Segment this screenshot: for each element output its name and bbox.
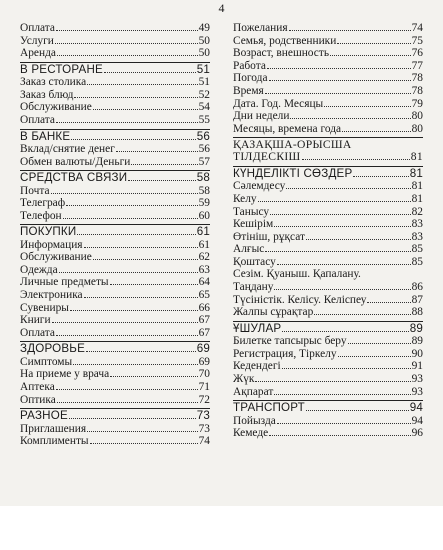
toc-leader-dots bbox=[274, 289, 410, 290]
toc-entry bbox=[20, 239, 210, 252]
toc-entry-text: Месяцы, времена года bbox=[233, 122, 342, 135]
toc-page-number: 69 bbox=[198, 355, 210, 368]
toc-entry bbox=[233, 360, 423, 373]
toc-leader-dots bbox=[131, 164, 197, 165]
toc-leader-dots bbox=[353, 176, 408, 177]
toc-entry bbox=[20, 197, 210, 210]
toc-leader-dots bbox=[265, 93, 411, 94]
toc-leader-dots bbox=[290, 118, 410, 119]
toc-entry bbox=[233, 72, 423, 85]
toc-entry-text: Таңдану bbox=[233, 281, 274, 294]
toc-entry bbox=[20, 356, 210, 369]
toc-leader-dots bbox=[348, 343, 411, 344]
toc-page-number: 87 bbox=[411, 293, 423, 306]
toc-entry-text: Личные предметы bbox=[20, 276, 109, 289]
toc-leader-dots bbox=[338, 356, 411, 357]
toc-section-heading bbox=[20, 170, 210, 184]
toc-entry bbox=[20, 89, 210, 102]
toc-entry bbox=[233, 60, 423, 73]
toc-leader-dots bbox=[90, 443, 198, 444]
toc-leader-dots bbox=[71, 139, 195, 140]
toc-leader-dots bbox=[70, 310, 198, 311]
toc-entry-text: Сезім. Қуаныш. Қапалану. bbox=[233, 268, 361, 281]
toc-page-number: 66 bbox=[198, 301, 210, 314]
toc-entry bbox=[20, 143, 210, 156]
toc-entry bbox=[20, 302, 210, 315]
toc-page-number: 52 bbox=[198, 88, 210, 101]
toc-leader-dots bbox=[270, 214, 411, 215]
toc-leader-dots bbox=[274, 226, 410, 227]
toc-section-heading bbox=[20, 129, 210, 143]
toc-entry bbox=[20, 210, 210, 223]
toc-leader-dots bbox=[93, 109, 198, 110]
toc-page-number: 71 bbox=[198, 381, 210, 394]
toc-entry-text: Приглашения bbox=[20, 422, 87, 435]
toc-entry-text: Келу bbox=[233, 192, 257, 205]
toc-leader-dots bbox=[93, 259, 198, 260]
toc-leader-dots bbox=[55, 43, 198, 44]
toc-leader-dots bbox=[265, 251, 410, 252]
toc-page-number: 61 bbox=[196, 225, 210, 239]
toc-entry-text: Түсіністік. Келісу. Келіспеу bbox=[233, 293, 367, 306]
toc-column-left bbox=[20, 22, 210, 448]
toc-entry bbox=[233, 218, 423, 231]
toc-page-number: 50 bbox=[198, 47, 210, 60]
toc-page-number: 74 bbox=[198, 435, 210, 448]
toc-entry bbox=[20, 289, 210, 302]
toc-leader-dots bbox=[282, 368, 411, 369]
toc-entry bbox=[233, 193, 423, 206]
toc-entry bbox=[233, 427, 423, 440]
toc-entry-text: Обмен валюты/Деньги bbox=[20, 155, 131, 168]
toc-entry bbox=[20, 276, 210, 289]
toc-entry bbox=[20, 423, 210, 436]
toc-page-number: 54 bbox=[198, 101, 210, 114]
toc-entry-text: ПОКУПКИ bbox=[20, 225, 77, 239]
toc-page-number: 93 bbox=[411, 373, 423, 386]
toc-page-number: 94 bbox=[411, 414, 423, 427]
toc-entry-text: Өтініш, рұқсат bbox=[233, 230, 305, 243]
toc-leader-dots bbox=[56, 122, 198, 123]
toc-entry-text: Қоштасу bbox=[233, 255, 276, 268]
toc-page-number: 51 bbox=[198, 76, 210, 89]
toc-entry bbox=[233, 180, 423, 193]
toc-entry-text: ҰШУЛАР bbox=[233, 321, 282, 335]
toc-entry-text: Телефон bbox=[20, 209, 62, 222]
toc-entry bbox=[233, 85, 423, 98]
toc-page-number: 70 bbox=[198, 368, 210, 381]
toc-entry bbox=[233, 386, 423, 399]
toc-leader-dots bbox=[110, 284, 198, 285]
toc-page-number: 64 bbox=[198, 276, 210, 289]
toc-page-number: 76 bbox=[411, 47, 423, 60]
toc-leader-dots bbox=[73, 364, 197, 365]
toc-entry bbox=[20, 394, 210, 407]
toc-entry bbox=[233, 206, 423, 219]
toc-page-number: 94 bbox=[409, 401, 423, 415]
toc-entry-text: Время bbox=[233, 84, 264, 97]
toc-entry-text: Дни недели bbox=[233, 110, 290, 123]
toc-page-number: 69 bbox=[196, 342, 210, 356]
toc-leader-dots bbox=[342, 131, 411, 132]
toc-leader-dots bbox=[84, 247, 198, 248]
toc-entry-text: Возраст, внешность bbox=[233, 47, 330, 60]
toc-leader-dots bbox=[286, 188, 410, 189]
toc-entry bbox=[20, 264, 210, 277]
toc-page-number: 62 bbox=[198, 251, 210, 264]
toc-entry bbox=[20, 314, 210, 327]
toc-leader-dots bbox=[57, 55, 198, 56]
toc-section-heading bbox=[233, 166, 423, 180]
toc-page-number: 58 bbox=[198, 184, 210, 197]
toc-leader-dots bbox=[87, 84, 197, 85]
toc-page-number: 85 bbox=[411, 255, 423, 268]
toc-entry bbox=[233, 281, 423, 294]
toc-entry-text: Оплата bbox=[20, 22, 55, 34]
toc-leader-dots bbox=[77, 234, 195, 235]
toc-entry-text: Кешірім bbox=[233, 218, 274, 231]
toc-leader-dots bbox=[274, 394, 410, 395]
toc-leader-dots bbox=[59, 272, 198, 273]
toc-page-number: 96 bbox=[411, 427, 423, 440]
toc-page-number: 57 bbox=[198, 155, 210, 168]
toc-page-number: 78 bbox=[411, 84, 423, 97]
toc-page-number: 73 bbox=[198, 422, 210, 435]
toc-entry bbox=[233, 268, 423, 281]
toc-leader-dots bbox=[52, 322, 198, 323]
toc-entry-text: Жалпы сұрақтар bbox=[233, 306, 314, 319]
toc-page-number: 73 bbox=[196, 409, 210, 423]
toc-leader-dots bbox=[324, 106, 410, 107]
toc-page-number: 58 bbox=[196, 171, 210, 185]
toc-title bbox=[233, 137, 423, 151]
toc-leader-dots bbox=[306, 410, 409, 411]
toc-entry-text: Электроника bbox=[20, 289, 83, 302]
toc-entry-text: Кемеде bbox=[233, 427, 269, 440]
toc-entry bbox=[20, 76, 210, 89]
toc-entry-text: Почта bbox=[20, 184, 50, 197]
toc-entry bbox=[233, 22, 423, 35]
toc-entry bbox=[20, 114, 210, 127]
toc-leader-dots bbox=[56, 389, 198, 390]
toc-leader-dots bbox=[74, 97, 197, 98]
toc-entry-text: Оптика bbox=[20, 393, 56, 406]
toc-page-number: 81 bbox=[410, 150, 423, 164]
toc-page-number: 91 bbox=[411, 360, 423, 373]
toc-entry-text: Телеграф bbox=[20, 197, 66, 210]
toc-entry bbox=[20, 101, 210, 114]
toc-leader-dots bbox=[269, 435, 410, 436]
toc-leader-dots bbox=[84, 297, 198, 298]
toc-page-number: 93 bbox=[411, 385, 423, 398]
toc-entry-text: Обслуживание bbox=[20, 101, 92, 114]
toc-section-heading bbox=[20, 341, 210, 355]
toc-leader-dots bbox=[69, 418, 196, 419]
toc-leader-dots bbox=[306, 239, 411, 240]
toc-leader-dots bbox=[269, 80, 411, 81]
toc-page-number: 56 bbox=[198, 142, 210, 155]
toc-page-number: 81 bbox=[409, 166, 423, 180]
toc-leader-dots bbox=[51, 193, 198, 194]
toc-entry-text: Оплата bbox=[20, 113, 55, 126]
toc-page-number: 50 bbox=[198, 34, 210, 47]
toc-page-number: 72 bbox=[198, 393, 210, 406]
toc-page-number: 60 bbox=[198, 209, 210, 222]
toc-page-number: 90 bbox=[411, 347, 423, 360]
toc-leader-dots bbox=[337, 43, 410, 44]
toc-leader-dots bbox=[277, 423, 411, 424]
toc-leader-dots bbox=[87, 431, 198, 432]
toc-entry-text: Одежда bbox=[20, 263, 58, 276]
toc-page-number: 86 bbox=[411, 281, 423, 294]
toc-entry bbox=[20, 35, 210, 48]
toc-entry-text: Информация bbox=[20, 238, 83, 251]
toc-page-number: 83 bbox=[411, 218, 423, 231]
toc-entry-text: Регистрация, Тіркелу bbox=[233, 347, 337, 360]
toc-leader-dots bbox=[367, 302, 410, 303]
toc-leader-dots bbox=[57, 402, 198, 403]
page-number: 4 bbox=[218, 1, 225, 15]
toc-entry-text: Ақпарат bbox=[233, 385, 274, 398]
toc-leader-dots bbox=[116, 151, 198, 152]
toc-entry-text: ҚАЗАҚША-ОРЫСША bbox=[233, 138, 352, 152]
toc-leader-dots bbox=[66, 205, 197, 206]
toc-entry-text: КҮНДЕЛІКТІ СӨЗДЕР bbox=[233, 166, 353, 180]
toc-entry-text: Семья, родственники bbox=[233, 34, 337, 47]
toc-page-number: 81 bbox=[411, 192, 423, 205]
toc-section-heading bbox=[20, 408, 210, 422]
toc-page-number: 63 bbox=[198, 263, 210, 276]
toc-section-heading bbox=[233, 321, 423, 335]
toc-entry bbox=[20, 185, 210, 198]
toc-page-number: 78 bbox=[411, 72, 423, 85]
toc-entry bbox=[233, 306, 423, 319]
toc-leader-dots bbox=[314, 314, 410, 315]
toc-entry-text: Пожелания bbox=[233, 22, 288, 34]
toc-leader-dots bbox=[128, 180, 195, 181]
toc-leader-dots bbox=[56, 335, 198, 336]
toc-entry-text: Работа bbox=[233, 59, 266, 72]
toc-page-number: 56 bbox=[196, 129, 210, 143]
toc-entry-text: Алғыс bbox=[233, 243, 265, 256]
toc-entry-text: Сәлемдесу bbox=[233, 180, 286, 193]
toc-entry bbox=[233, 47, 423, 60]
toc-page-number: 85 bbox=[411, 243, 423, 256]
toc-entry bbox=[20, 251, 210, 264]
toc-leader-dots bbox=[302, 159, 410, 160]
toc-page-number: 75 bbox=[411, 34, 423, 47]
toc-entry bbox=[20, 22, 210, 35]
toc-leader-dots bbox=[86, 351, 196, 352]
toc-entry-text: Заказ блюд bbox=[20, 88, 74, 101]
toc-entry-text: Оплата bbox=[20, 326, 55, 339]
toc-section-heading bbox=[20, 224, 210, 238]
toc-page-number: 83 bbox=[411, 230, 423, 243]
toc-entry-text: Пойызда bbox=[233, 414, 276, 427]
toc-entry bbox=[233, 98, 423, 111]
toc-page-number: 55 bbox=[198, 113, 210, 126]
toc-entry-text: ЗДОРОВЬЕ bbox=[20, 342, 86, 356]
toc-entry bbox=[233, 294, 423, 307]
toc-entry-text: Танысу bbox=[233, 205, 270, 218]
toc-entry-text: Симптомы bbox=[20, 355, 73, 368]
toc-page-number: 88 bbox=[411, 306, 423, 319]
toc-entry-text: Аптека bbox=[20, 381, 55, 394]
toc-entry bbox=[233, 256, 423, 269]
toc-page-number: 80 bbox=[411, 122, 423, 135]
toc-page-number: 65 bbox=[198, 289, 210, 302]
toc-leader-dots bbox=[63, 218, 198, 219]
toc-entry bbox=[233, 335, 423, 348]
toc-page-number: 51 bbox=[196, 62, 210, 76]
toc-entry bbox=[20, 368, 210, 381]
toc-entry-text: Книги bbox=[20, 314, 51, 327]
toc-page-number: 79 bbox=[411, 97, 423, 110]
toc-entry-text: На приеме у врача bbox=[20, 368, 110, 381]
toc-leader-dots bbox=[267, 68, 411, 69]
toc-entry-text: Дата. Год. Месяцы bbox=[233, 97, 324, 110]
toc-entry-text: Погода bbox=[233, 72, 268, 85]
toc-page-number: 67 bbox=[198, 314, 210, 327]
toc-entry-text: Заказ столика bbox=[20, 76, 87, 89]
toc-entry bbox=[233, 231, 423, 244]
toc-page-number: 89 bbox=[411, 335, 423, 348]
toc-entry-text: Вклад/снятие денег bbox=[20, 142, 115, 155]
toc-entry-text: Сувениры bbox=[20, 301, 69, 314]
toc-entry-text: ТІЛДЕСКІШ bbox=[233, 150, 301, 164]
toc-entry-text: В РЕСТОРАНЕ bbox=[20, 62, 103, 76]
toc-entry bbox=[233, 373, 423, 386]
toc-page-number: 80 bbox=[411, 110, 423, 123]
toc-entry-text: В БАНКЕ bbox=[20, 129, 71, 143]
toc-entry-text: Кедендегі bbox=[233, 360, 281, 373]
toc-leader-dots bbox=[255, 381, 410, 382]
toc-title bbox=[233, 151, 423, 164]
toc-entry-text: Жүк bbox=[233, 373, 255, 386]
toc-leader-dots bbox=[56, 30, 198, 31]
toc-column-right bbox=[233, 22, 423, 440]
toc-entry bbox=[20, 435, 210, 448]
toc-leader-dots bbox=[277, 264, 411, 265]
toc-entry-text: Обслуживание bbox=[20, 251, 92, 264]
toc-entry-text: ТРАНСПОРТ bbox=[233, 401, 305, 415]
toc-entry bbox=[233, 243, 423, 256]
toc-entry-text: Билетке тапсырыс беру bbox=[233, 335, 347, 348]
toc-entry bbox=[233, 348, 423, 361]
toc-entry bbox=[233, 123, 423, 136]
toc-leader-dots bbox=[258, 201, 411, 202]
toc-page-number: 49 bbox=[198, 22, 210, 34]
toc-entry-text: СРЕДСТВА СВЯЗИ bbox=[20, 171, 128, 185]
toc-entry-text: Аренда bbox=[20, 47, 56, 60]
toc-page-number: 81 bbox=[411, 180, 423, 193]
toc-page-number: 89 bbox=[409, 321, 423, 335]
toc-section-heading bbox=[20, 62, 210, 76]
toc-leader-dots bbox=[110, 376, 197, 377]
toc-entry bbox=[233, 110, 423, 123]
toc-entry-text: РАЗНОЕ bbox=[20, 409, 68, 423]
toc-page-number: 59 bbox=[198, 197, 210, 210]
toc-page-number: 82 bbox=[411, 205, 423, 218]
toc-leader-dots bbox=[330, 55, 411, 56]
toc-entry bbox=[20, 156, 210, 169]
toc-entry bbox=[20, 381, 210, 394]
toc-page-number: 61 bbox=[198, 238, 210, 251]
toc-leader-dots bbox=[289, 30, 411, 31]
toc-entry-text: Услуги bbox=[20, 34, 54, 47]
toc-entry-text: Комплименты bbox=[20, 435, 89, 448]
toc-page-number: 77 bbox=[411, 59, 423, 72]
page-bottom-margin bbox=[0, 506, 443, 550]
toc-page-number: 74 bbox=[411, 22, 423, 34]
toc-entry bbox=[233, 415, 423, 428]
toc-entry bbox=[233, 35, 423, 48]
toc-section-heading bbox=[233, 400, 423, 414]
toc-leader-dots bbox=[104, 72, 196, 73]
toc-page-number: 67 bbox=[198, 326, 210, 339]
toc-leader-dots bbox=[282, 331, 408, 332]
toc-entry bbox=[20, 327, 210, 340]
toc-entry bbox=[20, 47, 210, 60]
